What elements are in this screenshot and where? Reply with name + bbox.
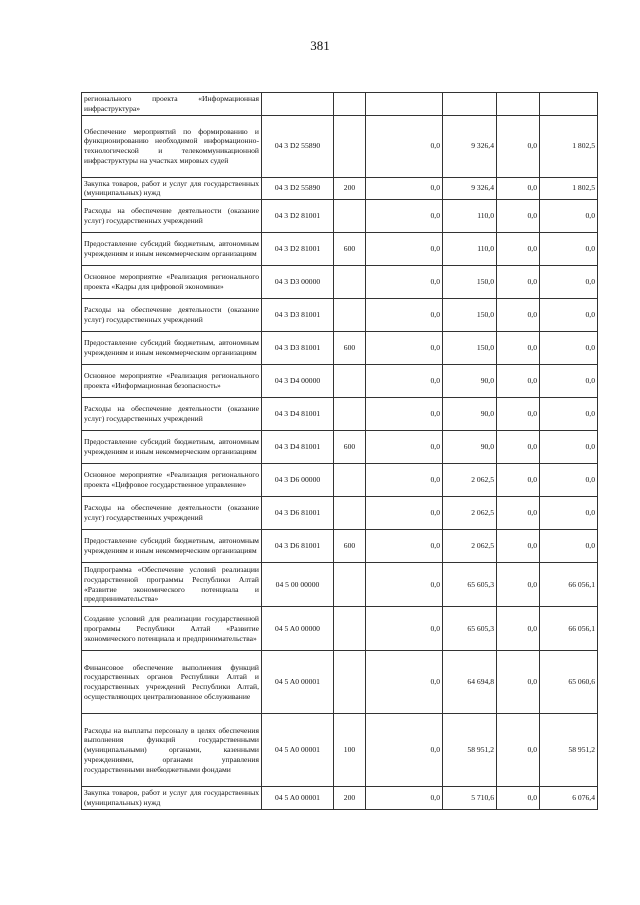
value-cell-1: 0,0 bbox=[366, 177, 443, 200]
expense-type-cell bbox=[334, 464, 366, 497]
value-cell-1: 0,0 bbox=[366, 398, 443, 431]
value-cell-4: 0,0 bbox=[540, 200, 598, 233]
value-cell-3: 0,0 bbox=[497, 365, 540, 398]
value-cell-3: 0,0 bbox=[497, 787, 540, 810]
value-cell-3: 0,0 bbox=[497, 115, 540, 177]
row-name-cell: Обеспечение мероприятий по формированию и функционированию необходимой информационно-технологической и телекоммуникационной инфраструктуры на участках мировых судей bbox=[82, 115, 262, 177]
target-code-cell: 04 3 D2 55890 bbox=[262, 115, 334, 177]
value-cell-2: 5 710,6 bbox=[443, 787, 497, 810]
row-name-cell: Расходы на обеспечение деятельности (оказание услуг) государственных учреждений bbox=[82, 398, 262, 431]
expense-type-cell: 600 bbox=[334, 332, 366, 365]
value-cell-1: 0,0 bbox=[366, 115, 443, 177]
table-row bbox=[82, 233, 598, 266]
target-code-cell: 04 3 D6 00000 bbox=[262, 464, 334, 497]
value-cell-4: 6 076,4 bbox=[540, 787, 598, 810]
target-code-cell bbox=[262, 93, 334, 116]
table-row bbox=[82, 115, 598, 177]
row-name-cell: Основное мероприятие «Реализация регионального проекта «Информационная безопасность» bbox=[82, 365, 262, 398]
expense-type-cell: 600 bbox=[334, 530, 366, 563]
target-code-cell: 04 5 A0 00001 bbox=[262, 651, 334, 714]
row-name-cell: Предоставление субсидий бюджетным, автономным учреждениям и иным некоммерческим организациям bbox=[82, 332, 262, 365]
value-cell-4: 0,0 bbox=[540, 266, 598, 299]
value-cell-1: 0,0 bbox=[366, 497, 443, 530]
value-cell-1: 0,0 bbox=[366, 200, 443, 233]
value-cell-2: 65 605,3 bbox=[443, 563, 497, 607]
value-cell-3: 0,0 bbox=[497, 714, 540, 787]
value-cell-4: 0,0 bbox=[540, 431, 598, 464]
value-cell-1: 0,0 bbox=[366, 299, 443, 332]
table-row bbox=[82, 93, 598, 116]
value-cell-1: 0,0 bbox=[366, 714, 443, 787]
target-code-cell: 04 3 D2 81001 bbox=[262, 233, 334, 266]
value-cell-1: 0,0 bbox=[366, 233, 443, 266]
value-cell-3: 0,0 bbox=[497, 651, 540, 714]
row-name-cell: Расходы на обеспечение деятельности (оказание услуг) государственных учреждений bbox=[82, 497, 262, 530]
row-name-cell: Расходы на обеспечение деятельности (оказание услуг) государственных учреждений bbox=[82, 200, 262, 233]
row-name-cell: Создание условий для реализации государственной программы Республики Алтай «Развитие экономического потенциала и предпринимательства» bbox=[82, 607, 262, 651]
expense-type-cell: 600 bbox=[334, 233, 366, 266]
target-code-cell: 04 3 D3 81001 bbox=[262, 332, 334, 365]
value-cell-1: 0,0 bbox=[366, 365, 443, 398]
table-row bbox=[82, 266, 598, 299]
value-cell-1: 0,0 bbox=[366, 266, 443, 299]
table-row bbox=[82, 530, 598, 563]
value-cell-3: 0,0 bbox=[497, 233, 540, 266]
target-code-cell: 04 5 A0 00001 bbox=[262, 714, 334, 787]
table-row bbox=[82, 651, 598, 714]
value-cell-2 bbox=[443, 93, 497, 116]
row-name-cell: Расходы на обеспечение деятельности (оказание услуг) государственных учреждений bbox=[82, 299, 262, 332]
expense-type-cell bbox=[334, 365, 366, 398]
value-cell-2: 90,0 bbox=[443, 431, 497, 464]
value-cell-1: 0,0 bbox=[366, 530, 443, 563]
target-code-cell: 04 5 A0 00001 bbox=[262, 787, 334, 810]
value-cell-2: 150,0 bbox=[443, 266, 497, 299]
value-cell-2: 9 326,4 bbox=[443, 115, 497, 177]
expense-type-cell: 200 bbox=[334, 787, 366, 810]
value-cell-3: 0,0 bbox=[497, 332, 540, 365]
value-cell-3 bbox=[497, 93, 540, 116]
expense-type-cell bbox=[334, 607, 366, 651]
table-row bbox=[82, 365, 598, 398]
expense-type-cell: 100 bbox=[334, 714, 366, 787]
row-name-cell: Закупка товаров, работ и услуг для государственных (муниципальных) нужд bbox=[82, 787, 262, 810]
row-name-cell: Предоставление субсидий бюджетным, автономным учреждениям и иным некоммерческим организациям bbox=[82, 233, 262, 266]
value-cell-3: 0,0 bbox=[497, 299, 540, 332]
value-cell-3: 0,0 bbox=[497, 177, 540, 200]
table-row bbox=[82, 563, 598, 607]
value-cell-1: 0,0 bbox=[366, 431, 443, 464]
value-cell-2: 58 951,2 bbox=[443, 714, 497, 787]
table-row bbox=[82, 714, 598, 787]
expense-type-cell bbox=[334, 93, 366, 116]
target-code-cell: 04 3 D4 00000 bbox=[262, 365, 334, 398]
value-cell-1: 0,0 bbox=[366, 332, 443, 365]
expense-type-cell bbox=[334, 563, 366, 607]
table-row bbox=[82, 177, 598, 200]
value-cell-4: 0,0 bbox=[540, 398, 598, 431]
row-name-cell: Предоставление субсидий бюджетным, автономным учреждениям и иным некоммерческим организациям bbox=[82, 530, 262, 563]
expense-type-cell bbox=[334, 398, 366, 431]
value-cell-4: 0,0 bbox=[540, 332, 598, 365]
page-number: 381 bbox=[310, 38, 330, 53]
table-row bbox=[82, 464, 598, 497]
value-cell-4 bbox=[540, 93, 598, 116]
value-cell-2: 9 326,4 bbox=[443, 177, 497, 200]
expense-type-cell bbox=[334, 115, 366, 177]
value-cell-4: 66 056,1 bbox=[540, 607, 598, 651]
target-code-cell: 04 3 D2 55890 bbox=[262, 177, 334, 200]
expense-type-cell bbox=[334, 266, 366, 299]
value-cell-4: 0,0 bbox=[540, 299, 598, 332]
expense-type-cell bbox=[334, 200, 366, 233]
value-cell-2: 2 062,5 bbox=[443, 530, 497, 563]
value-cell-2: 64 694,8 bbox=[443, 651, 497, 714]
value-cell-4: 0,0 bbox=[540, 365, 598, 398]
target-code-cell: 04 3 D4 81001 bbox=[262, 398, 334, 431]
value-cell-3: 0,0 bbox=[497, 200, 540, 233]
value-cell-2: 2 062,5 bbox=[443, 464, 497, 497]
row-name-cell: Закупка товаров, работ и услуг для государственных (муниципальных) нужд bbox=[82, 177, 262, 200]
expense-type-cell bbox=[334, 299, 366, 332]
value-cell-4: 65 060,6 bbox=[540, 651, 598, 714]
value-cell-4: 0,0 bbox=[540, 497, 598, 530]
row-name-cell: Основное мероприятие «Реализация регионального проекта «Кадры для цифровой экономики» bbox=[82, 266, 262, 299]
row-name-cell: Предоставление субсидий бюджетным, автономным учреждениям и иным некоммерческим организациям bbox=[82, 431, 262, 464]
value-cell-3: 0,0 bbox=[497, 431, 540, 464]
value-cell-4: 58 951,2 bbox=[540, 714, 598, 787]
target-code-cell: 04 3 D6 81001 bbox=[262, 530, 334, 563]
expense-type-cell: 600 bbox=[334, 431, 366, 464]
target-code-cell: 04 3 D2 81001 bbox=[262, 200, 334, 233]
value-cell-4: 0,0 bbox=[540, 233, 598, 266]
value-cell-3: 0,0 bbox=[497, 530, 540, 563]
value-cell-3: 0,0 bbox=[497, 563, 540, 607]
value-cell-1: 0,0 bbox=[366, 787, 443, 810]
table-row bbox=[82, 200, 598, 233]
target-code-cell: 04 3 D6 81001 bbox=[262, 497, 334, 530]
target-code-cell: 04 5 00 00000 bbox=[262, 563, 334, 607]
expense-type-cell bbox=[334, 497, 366, 530]
value-cell-1: 0,0 bbox=[366, 651, 443, 714]
value-cell-4: 66 056,1 bbox=[540, 563, 598, 607]
value-cell-2: 2 062,5 bbox=[443, 497, 497, 530]
value-cell-2: 110,0 bbox=[443, 233, 497, 266]
value-cell-4: 1 802,5 bbox=[540, 115, 598, 177]
value-cell-1: 0,0 bbox=[366, 607, 443, 651]
row-name-cell: Подпрограмма «Обеспечение условий реализации государственной программы Республики Алтай «Развитие экономического потенциала и предпринимательства» bbox=[82, 563, 262, 607]
value-cell-2: 90,0 bbox=[443, 365, 497, 398]
row-name-cell: Финансовое обеспечение выполнения функций государственных органов Республики Алтай и государственных учреждений Республики Алтай, осуществляющих централизованное обслуживание bbox=[82, 651, 262, 714]
row-name-cell: Основное мероприятие «Реализация регионального проекта «Цифровое государственное управление» bbox=[82, 464, 262, 497]
target-code-cell: 04 3 D4 81001 bbox=[262, 431, 334, 464]
value-cell-2: 150,0 bbox=[443, 299, 497, 332]
value-cell-1: 0,0 bbox=[366, 464, 443, 497]
budget-table bbox=[81, 92, 598, 810]
table-row bbox=[82, 398, 598, 431]
expense-type-cell bbox=[334, 651, 366, 714]
value-cell-3: 0,0 bbox=[497, 497, 540, 530]
expense-type-cell: 200 bbox=[334, 177, 366, 200]
target-code-cell: 04 3 D3 81001 bbox=[262, 299, 334, 332]
value-cell-2: 110,0 bbox=[443, 200, 497, 233]
target-code-cell: 04 5 A0 00000 bbox=[262, 607, 334, 651]
value-cell-3: 0,0 bbox=[497, 398, 540, 431]
table-row bbox=[82, 787, 598, 810]
value-cell-2: 65 605,3 bbox=[443, 607, 497, 651]
target-code-cell: 04 3 D3 00000 bbox=[262, 266, 334, 299]
table-row bbox=[82, 299, 598, 332]
value-cell-3: 0,0 bbox=[497, 607, 540, 651]
value-cell-3: 0,0 bbox=[497, 464, 540, 497]
row-name-cell: регионального проекта «Информационная инфраструктура» bbox=[82, 93, 262, 116]
table-row bbox=[82, 431, 598, 464]
value-cell-1: 0,0 bbox=[366, 563, 443, 607]
value-cell-3: 0,0 bbox=[497, 266, 540, 299]
value-cell-4: 0,0 bbox=[540, 530, 598, 563]
value-cell-1 bbox=[366, 93, 443, 116]
row-name-cell: Расходы на выплаты персоналу в целях обеспечения выполнения функций государственными (муниципальными) органами, казенными учреждениями, органами управления государственными внебюджетными фондами bbox=[82, 714, 262, 787]
table-row bbox=[82, 607, 598, 651]
value-cell-2: 90,0 bbox=[443, 398, 497, 431]
value-cell-2: 150,0 bbox=[443, 332, 497, 365]
table-row bbox=[82, 332, 598, 365]
table-row bbox=[82, 497, 598, 530]
value-cell-4: 0,0 bbox=[540, 464, 598, 497]
value-cell-4: 1 802,5 bbox=[540, 177, 598, 200]
